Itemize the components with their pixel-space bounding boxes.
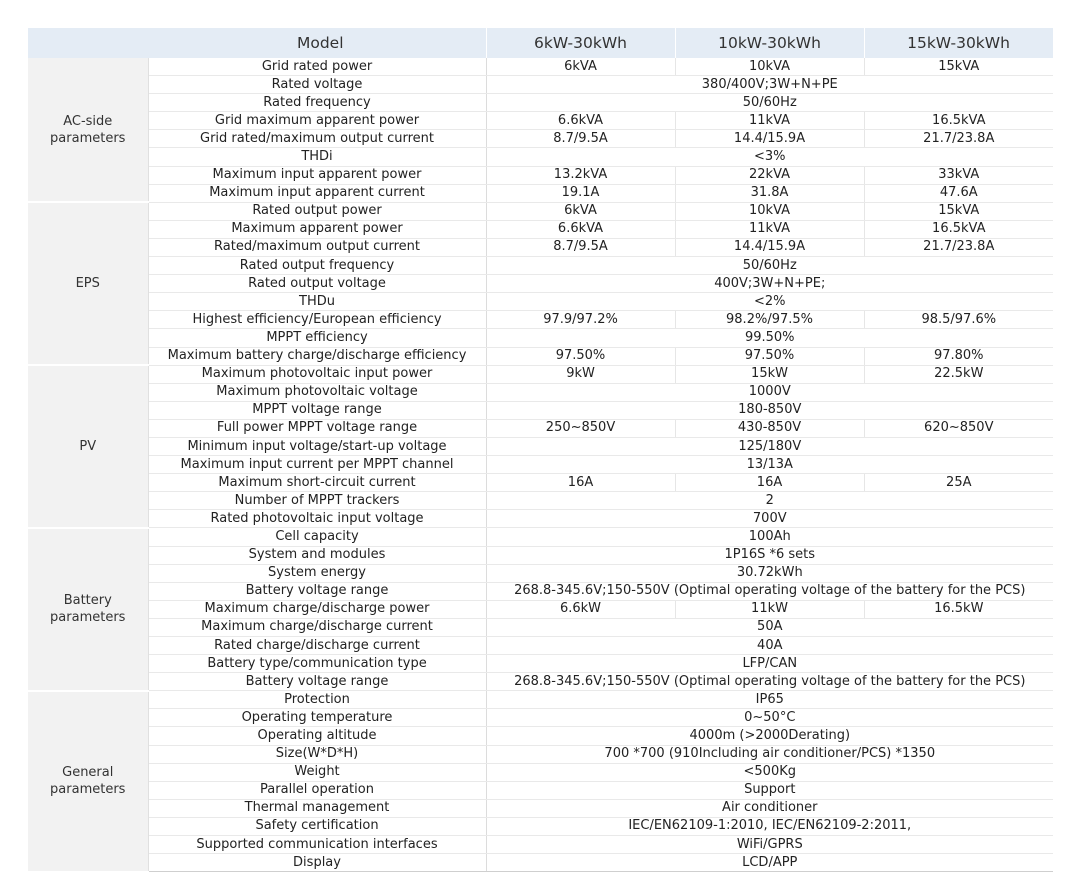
param-value: 50/60Hz bbox=[486, 257, 1053, 275]
param-value: 97.9/97.2% bbox=[486, 311, 675, 329]
param-value: 8.7/9.5A bbox=[486, 130, 675, 148]
param-name: Protection bbox=[148, 691, 486, 709]
param-value: 4000m (>2000Derating) bbox=[486, 727, 1053, 745]
param-value: 13.2kVA bbox=[486, 166, 675, 184]
param-value: 16A bbox=[486, 474, 675, 492]
param-value: 1000V bbox=[486, 383, 1053, 401]
param-name: Maximum apparent power bbox=[148, 220, 486, 238]
table-row bbox=[28, 293, 1053, 311]
param-name: Display bbox=[148, 854, 486, 872]
param-value: <2% bbox=[486, 293, 1053, 311]
table-row bbox=[28, 220, 1053, 238]
table-row bbox=[28, 329, 1053, 347]
param-name: Thermal management bbox=[148, 799, 486, 817]
param-name: Rated photovoltaic input voltage bbox=[148, 510, 486, 528]
param-value: 620~850V bbox=[864, 419, 1053, 437]
spec-table bbox=[28, 28, 1054, 873]
table-row bbox=[28, 854, 1053, 872]
param-value: LCD/APP bbox=[486, 854, 1053, 872]
table-row bbox=[28, 691, 1053, 709]
param-value: 10kVA bbox=[675, 58, 864, 76]
group-label: AC-side parameters bbox=[28, 58, 148, 202]
group-label: Battery parameters bbox=[28, 528, 148, 691]
table-header-row bbox=[28, 28, 1053, 58]
param-name: Rated/maximum output current bbox=[148, 238, 486, 256]
param-name: Size(W*D*H) bbox=[148, 745, 486, 763]
table-row bbox=[28, 275, 1053, 293]
param-value: 700V bbox=[486, 510, 1053, 528]
param-value: 47.6A bbox=[864, 184, 1053, 202]
param-value: <500Kg bbox=[486, 763, 1053, 781]
param-name: Maximum battery charge/discharge efficiency bbox=[148, 347, 486, 365]
table-row bbox=[28, 166, 1053, 184]
table-row bbox=[28, 184, 1053, 202]
param-value: 6.6kW bbox=[486, 600, 675, 618]
param-value: 30.72kWh bbox=[486, 564, 1053, 582]
param-value: 1P16S *6 sets bbox=[486, 546, 1053, 564]
param-value: IP65 bbox=[486, 691, 1053, 709]
param-value: 6.6kVA bbox=[486, 112, 675, 130]
table-row bbox=[28, 202, 1053, 220]
param-value: 14.4/15.9A bbox=[675, 130, 864, 148]
param-value: 6kVA bbox=[486, 202, 675, 220]
param-value: 16.5kW bbox=[864, 600, 1053, 618]
param-name: Rated output frequency bbox=[148, 257, 486, 275]
param-name: Weight bbox=[148, 763, 486, 781]
table-row bbox=[28, 799, 1053, 817]
param-name: Maximum short-circuit current bbox=[148, 474, 486, 492]
param-name: Rated voltage bbox=[148, 76, 486, 94]
param-value: WiFi/GPRS bbox=[486, 836, 1053, 854]
param-value: 13/13A bbox=[486, 456, 1053, 474]
param-name: Rated frequency bbox=[148, 94, 486, 112]
param-value: 98.2%/97.5% bbox=[675, 311, 864, 329]
param-value: <3% bbox=[486, 148, 1053, 166]
table-row bbox=[28, 437, 1053, 455]
table-row bbox=[28, 673, 1053, 691]
table-row bbox=[28, 546, 1053, 564]
param-name: Maximum input apparent current bbox=[148, 184, 486, 202]
table-row bbox=[28, 781, 1053, 799]
param-value: 10kVA bbox=[675, 202, 864, 220]
table-row bbox=[28, 600, 1053, 618]
param-name: Maximum photovoltaic voltage bbox=[148, 383, 486, 401]
param-name: MPPT efficiency bbox=[148, 329, 486, 347]
param-value: 268.8-345.6V;150-550V (Optimal operating voltage of the battery for the PCS) bbox=[486, 673, 1053, 691]
param-value: 400V;3W+N+PE; bbox=[486, 275, 1053, 293]
group-label: EPS bbox=[28, 202, 148, 365]
param-value: 2 bbox=[486, 492, 1053, 510]
param-value: 21.7/23.8A bbox=[864, 130, 1053, 148]
table-row bbox=[28, 456, 1053, 474]
param-value: 99.50% bbox=[486, 329, 1053, 347]
param-value: 380/400V;3W+N+PE bbox=[486, 76, 1053, 94]
param-value: 15kVA bbox=[864, 58, 1053, 76]
param-name: Safety certification bbox=[148, 817, 486, 835]
table-row bbox=[28, 564, 1053, 582]
param-name: Maximum photovoltaic input power bbox=[148, 365, 486, 383]
header-model-15kw: 15kW-30kWh bbox=[864, 28, 1053, 58]
table-row bbox=[28, 618, 1053, 636]
param-name: THDi bbox=[148, 148, 486, 166]
table-row bbox=[28, 510, 1053, 528]
param-value: LFP/CAN bbox=[486, 655, 1053, 673]
spec-body bbox=[28, 58, 1053, 872]
param-name: Maximum charge/discharge power bbox=[148, 600, 486, 618]
param-value: 14.4/15.9A bbox=[675, 238, 864, 256]
param-name: Maximum charge/discharge current bbox=[148, 618, 486, 636]
param-name: Operating temperature bbox=[148, 709, 486, 727]
param-name: System energy bbox=[148, 564, 486, 582]
param-name: Full power MPPT voltage range bbox=[148, 419, 486, 437]
table-row bbox=[28, 76, 1053, 94]
param-value: 31.8A bbox=[675, 184, 864, 202]
header-model-6kw: 6kW-30kWh bbox=[486, 28, 675, 58]
param-value: 100Ah bbox=[486, 528, 1053, 546]
table-row bbox=[28, 365, 1053, 383]
param-value: Support bbox=[486, 781, 1053, 799]
table-row bbox=[28, 112, 1053, 130]
table-row bbox=[28, 709, 1053, 727]
param-value: 15kW bbox=[675, 365, 864, 383]
param-value: 19.1A bbox=[486, 184, 675, 202]
param-name: THDu bbox=[148, 293, 486, 311]
table-row bbox=[28, 763, 1053, 781]
param-value: 6.6kVA bbox=[486, 220, 675, 238]
param-value: 15kVA bbox=[864, 202, 1053, 220]
group-label: General parameters bbox=[28, 691, 148, 872]
param-name: Minimum input voltage/start-up voltage bbox=[148, 437, 486, 455]
group-label: PV bbox=[28, 365, 148, 528]
param-value: 250~850V bbox=[486, 419, 675, 437]
param-value: 33kVA bbox=[864, 166, 1053, 184]
table-row bbox=[28, 257, 1053, 275]
table-row bbox=[28, 582, 1053, 600]
param-name: Highest efficiency/European efficiency bbox=[148, 311, 486, 329]
param-value: Air conditioner bbox=[486, 799, 1053, 817]
param-name: MPPT voltage range bbox=[148, 401, 486, 419]
param-name: Battery voltage range bbox=[148, 673, 486, 691]
table-row bbox=[28, 528, 1053, 546]
param-value: 40A bbox=[486, 637, 1053, 655]
param-value: 268.8-345.6V;150-550V (Optimal operating voltage of the battery for the PCS) bbox=[486, 582, 1053, 600]
param-value: 8.7/9.5A bbox=[486, 238, 675, 256]
table-row bbox=[28, 383, 1053, 401]
param-value: 22.5kW bbox=[864, 365, 1053, 383]
param-name: Maximum input apparent power bbox=[148, 166, 486, 184]
param-name: Maximum input current per MPPT channel bbox=[148, 456, 486, 474]
param-value: 16.5kVA bbox=[864, 220, 1053, 238]
param-name: Operating altitude bbox=[148, 727, 486, 745]
table-row bbox=[28, 311, 1053, 329]
table-row bbox=[28, 419, 1053, 437]
param-name: Rated charge/discharge current bbox=[148, 637, 486, 655]
param-value: 180-850V bbox=[486, 401, 1053, 419]
param-value: 0~50°C bbox=[486, 709, 1053, 727]
param-name: Rated output power bbox=[148, 202, 486, 220]
param-name: Battery voltage range bbox=[148, 582, 486, 600]
param-name: Supported communication interfaces bbox=[148, 836, 486, 854]
param-value: 22kVA bbox=[675, 166, 864, 184]
param-value: 50A bbox=[486, 618, 1053, 636]
param-name: Rated output voltage bbox=[148, 275, 486, 293]
table-row bbox=[28, 637, 1053, 655]
table-row bbox=[28, 817, 1053, 835]
table-row bbox=[28, 238, 1053, 256]
param-value: 21.7/23.8A bbox=[864, 238, 1053, 256]
param-name: Grid rated power bbox=[148, 58, 486, 76]
table-row bbox=[28, 492, 1053, 510]
table-row bbox=[28, 94, 1053, 112]
param-value: 98.5/97.6% bbox=[864, 311, 1053, 329]
param-name: Cell capacity bbox=[148, 528, 486, 546]
param-name: Parallel operation bbox=[148, 781, 486, 799]
param-value: 25A bbox=[864, 474, 1053, 492]
table-row bbox=[28, 474, 1053, 492]
param-value: 16A bbox=[675, 474, 864, 492]
param-value: 16.5kVA bbox=[864, 112, 1053, 130]
table-row bbox=[28, 401, 1053, 419]
table-row bbox=[28, 58, 1053, 76]
param-value: 97.50% bbox=[486, 347, 675, 365]
table-row bbox=[28, 130, 1053, 148]
param-name: System and modules bbox=[148, 546, 486, 564]
header-model-10kw: 10kW-30kWh bbox=[675, 28, 864, 58]
param-value: 700 *700 (910Including air conditioner/PCS) *1350 bbox=[486, 745, 1053, 763]
param-value: 11kVA bbox=[675, 112, 864, 130]
param-value: 11kW bbox=[675, 600, 864, 618]
table-row bbox=[28, 655, 1053, 673]
table-row bbox=[28, 745, 1053, 763]
param-value: 6kVA bbox=[486, 58, 675, 76]
param-value: 11kVA bbox=[675, 220, 864, 238]
param-value: 430-850V bbox=[675, 419, 864, 437]
param-name: Battery type/communication type bbox=[148, 655, 486, 673]
table-row bbox=[28, 148, 1053, 166]
table-row bbox=[28, 347, 1053, 365]
table-row bbox=[28, 836, 1053, 854]
param-value: IEC/EN62109-1:2010, IEC/EN62109-2:2011, bbox=[486, 817, 1053, 835]
param-value: 125/180V bbox=[486, 437, 1053, 455]
param-name: Grid maximum apparent power bbox=[148, 112, 486, 130]
param-name: Grid rated/maximum output current bbox=[148, 130, 486, 148]
param-value: 97.80% bbox=[864, 347, 1053, 365]
param-value: 9kW bbox=[486, 365, 675, 383]
param-name: Number of MPPT trackers bbox=[148, 492, 486, 510]
param-value: 97.50% bbox=[675, 347, 864, 365]
param-value: 50/60Hz bbox=[486, 94, 1053, 112]
table-row bbox=[28, 727, 1053, 745]
header-model-label: Model bbox=[28, 28, 486, 58]
